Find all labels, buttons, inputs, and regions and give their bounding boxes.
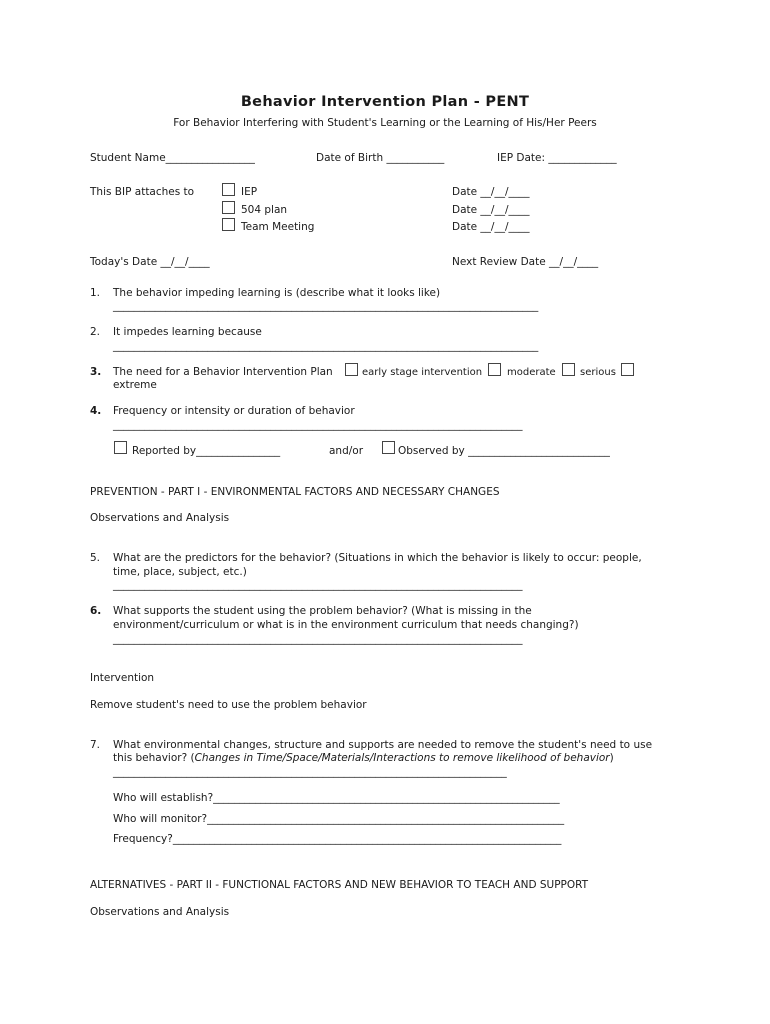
q4-number: 4. [90,405,102,417]
early-stage-checkbox[interactable] [345,363,358,376]
q7-answer-line[interactable]: ___________________________________________________________________________ [113,766,507,778]
q4-answer-line[interactable]: ______________________________________________________________________________ [113,419,523,431]
team-meeting-date-line[interactable]: Date __/__/____ [452,221,530,233]
iep-checkbox[interactable] [222,183,235,196]
early-stage-label: early stage intervention [362,367,483,378]
todays-date-field[interactable]: Today's Date __/__/____ [90,256,210,268]
q2-text: It impedes learning because [113,326,262,338]
extreme-checkbox[interactable] [621,363,634,376]
q1-text: The behavior impeding learning is (describe what it looks like) [113,287,441,299]
alternatives-heading: ALTERNATIVES - PART II - FUNCTIONAL FACTORS AND NEW BEHAVIOR TO TEACH AND SUPPORT [90,879,589,891]
q6-answer-line[interactable]: ______________________________________________________________________________ [113,633,523,645]
who-will-monitor-field[interactable]: Who will monitor?____________________________________________________________________ [113,813,565,825]
q7-text-line2 [113,751,614,765]
q1-number: 1. [90,287,101,299]
q5-number: 5. [90,552,101,564]
q4-text: Frequency or intensity or duration of behavior [113,405,355,417]
504-plan-option-label: 504 plan [241,204,288,216]
q5-text-line1: What are the predictors for the behavior? (Situations in which the behavior is likely to occur: people, [113,552,642,564]
504-plan-date-line[interactable]: Date __/__/____ [452,204,530,216]
q6-text-line2: environment/curriculum or what is in the environment curriculum that needs changing?) [113,619,579,631]
page-subtitle: For Behavior Interfering with Student's Learning or the Learning of His/Her Peers [173,117,597,129]
who-will-establish-field[interactable]: Who will establish?__________________________________________________________________ [113,792,560,804]
team-meeting-checkbox[interactable] [222,218,235,231]
prevention-subheading: Observations and Analysis [90,512,230,524]
q5-answer-line[interactable]: ______________________________________________________________________________ [113,579,523,591]
q6-text-line1: What supports the student using the problem behavior? (What is missing in the [113,605,532,617]
q5-text-line2: time, place, subject, etc.) [113,566,247,578]
q3-number: 3. [90,366,102,378]
q7-text-line2-end: ) [609,752,614,764]
q7-text-line2-start: this behavior? ( [113,752,195,764]
q7-text-line1: What environmental changes, structure and supports are needed to remove the student's need to use [113,739,653,751]
date-of-birth-field[interactable]: Date of Birth ___________ [316,152,445,164]
page-title: Behavior Intervention Plan - PENT [240,94,530,110]
reported-by-checkbox[interactable] [114,441,127,454]
q7-text-line2-italic: Changes in Time/Space/Materials/Interactions to remove likelihood of behavior [194,752,610,764]
observed-by-checkbox[interactable] [382,441,395,454]
observed-by-field[interactable]: Observed by ___________________________ [398,445,610,457]
q3-text: The need for a Behavior Intervention Plan [113,366,333,378]
iep-date-line[interactable]: Date __/__/____ [452,186,530,198]
q6-number: 6. [90,605,102,617]
alternatives-subheading: Observations and Analysis [90,906,230,918]
team-meeting-option-label: Team Meeting [241,221,315,233]
q1-answer-line[interactable]: _________________________________________________________________________________ [113,300,539,312]
extreme-label: extreme [113,379,157,391]
q7-number: 7. [90,739,101,751]
next-review-date-field[interactable]: Next Review Date __/__/____ [452,256,599,268]
moderate-label: moderate [507,367,556,378]
q2-number: 2. [90,326,101,338]
student-name-field[interactable]: Student Name_________________ [90,152,255,164]
and-or-text: and/or [329,445,364,457]
frequency-field[interactable]: Frequency?__________________________________________________________________________ [113,833,562,845]
reported-by-field[interactable]: Reported by________________ [132,445,281,457]
moderate-checkbox[interactable] [488,363,501,376]
504-plan-checkbox[interactable] [222,201,235,214]
serious-checkbox[interactable] [562,363,575,376]
iep-option-label: IEP [241,186,258,198]
q2-answer-line[interactable]: _________________________________________________________________________________ [113,340,539,352]
attaches-label: This BIP attaches to [90,186,195,198]
prevention-heading: PREVENTION - PART I - ENVIRONMENTAL FACTORS AND NECESSARY CHANGES [90,486,500,498]
intervention-heading: Intervention [90,672,155,684]
serious-label: serious [580,367,616,378]
iep-date-field[interactable]: IEP Date: _____________ [497,152,617,164]
intervention-subheading: Remove student's need to use the problem behavior [90,699,367,711]
